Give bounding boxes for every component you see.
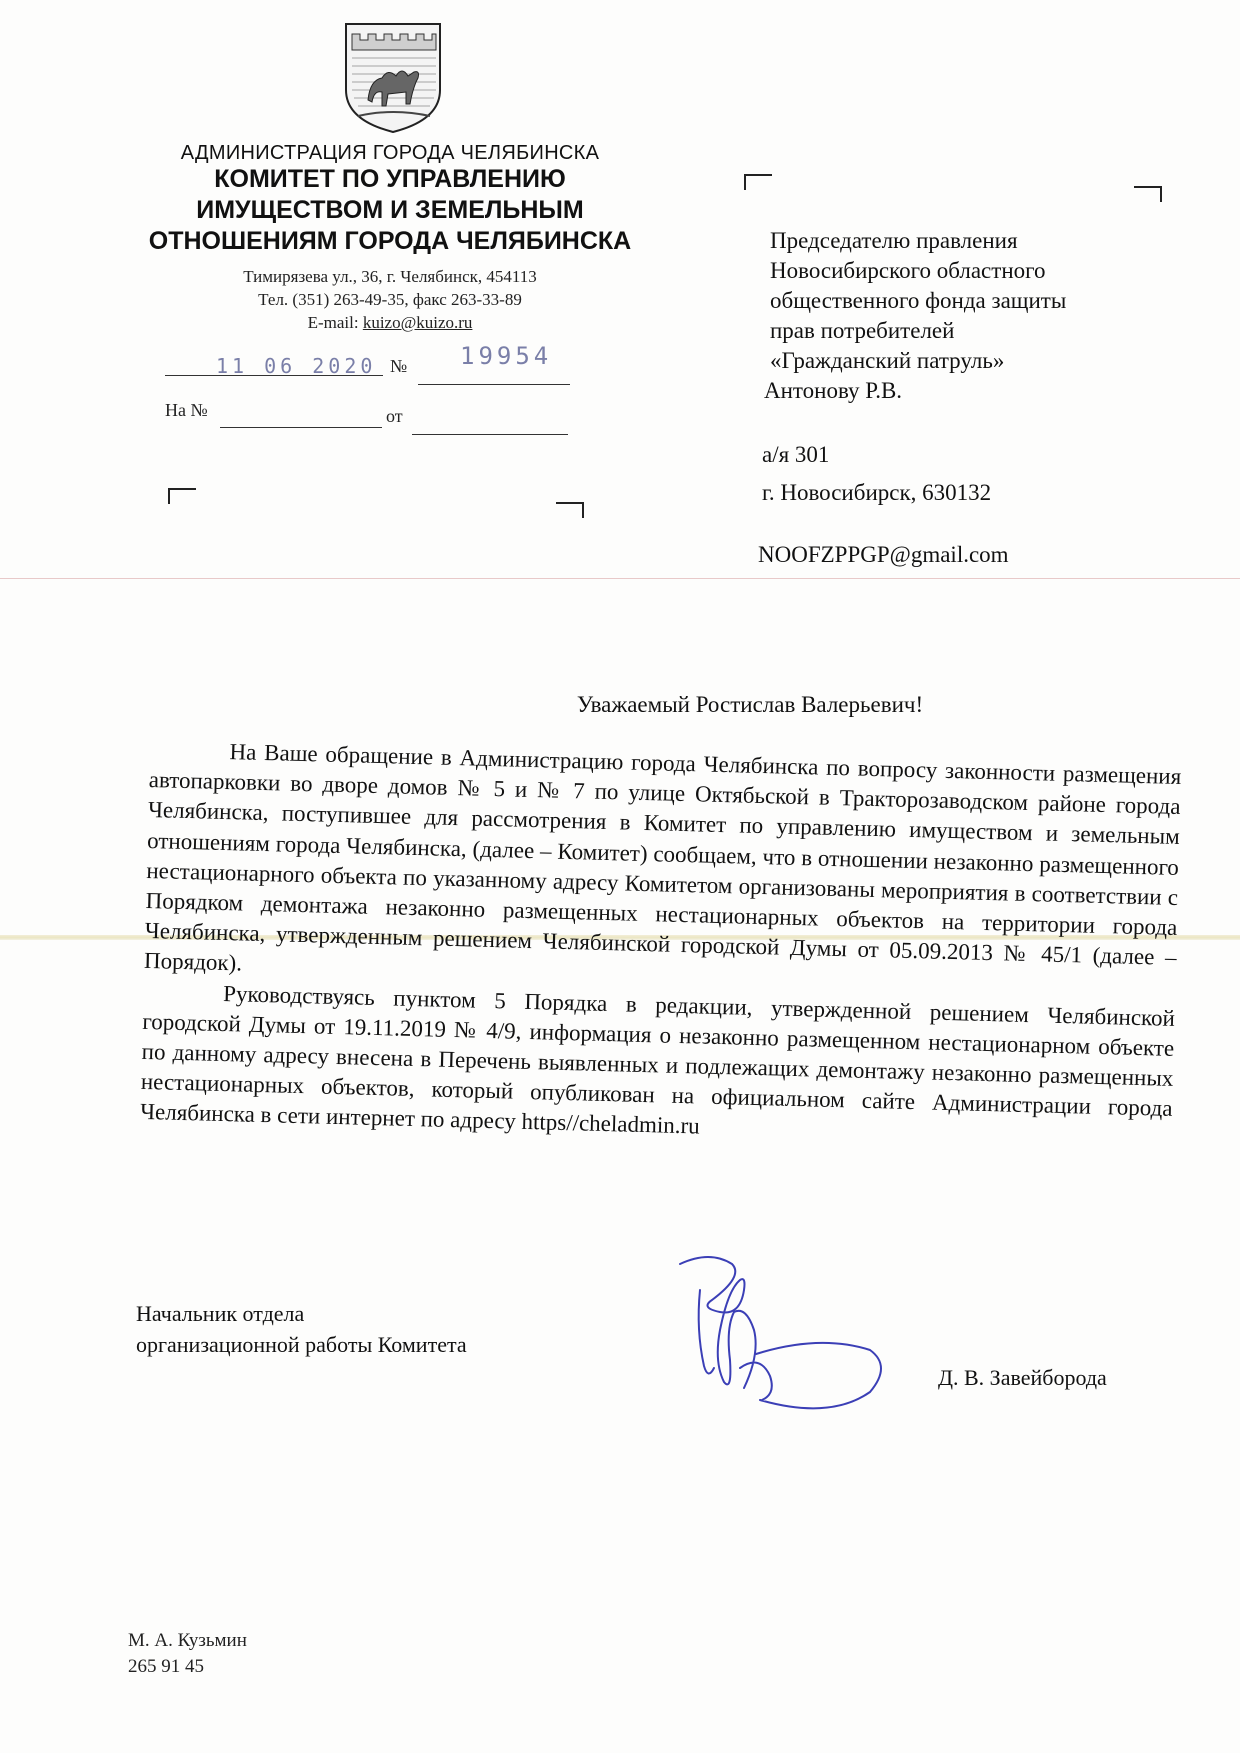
reply-from-label: от — [386, 406, 403, 426]
signatory-title-line: организационной работы Комитета — [136, 1332, 467, 1357]
email-label: E-mail: — [307, 313, 363, 332]
letter-paragraph: Руководствуясь пунктом 5 Порядка в редакции, утвержденной решением Челябинской городской Думы от 19.11.2019 № 4/9, информация о незаконно размещенном нестационарном объекте по данному адресу внесена в Перечень выявленных и подлежащих демонтажу незаконно размещенных нестационарных объектов, который опубликован на официальном сайте Администрации города Челябинска в сети интернет по адресу https//cheladmin.ru — [139, 980, 1176, 1139]
greeting: Уважаемый Ростислав Валерьевич! — [576, 692, 924, 717]
addressee-city: г. Новосибирск, 630132 — [762, 480, 992, 505]
executor-block — [128, 1628, 247, 1680]
addressee-line: Новосибирского областного — [770, 258, 1046, 283]
address-corner-mark — [744, 174, 772, 190]
addressee-block — [764, 226, 1067, 406]
handwritten-signature — [670, 1250, 890, 1420]
committee-address: Тимирязева ул., 36, г. Челябинск, 454113 — [243, 267, 537, 286]
registration-date-stamp: 11 06 2020 — [216, 354, 377, 378]
committee-title — [120, 164, 660, 257]
addressee-email: NOOFZPPGP@gmail.com — [758, 542, 1009, 567]
signatory-title — [136, 1298, 467, 1360]
committee-title-line: КОМИТЕТ ПО УПРАВЛЕНИЮ — [214, 165, 566, 193]
reply-number-line — [220, 427, 382, 428]
subject-corner-mark — [556, 502, 584, 518]
addressee-line: Антонову Р.В. — [764, 378, 903, 403]
committee-title-line: ИМУЩЕСТВОМ И ЗЕМЕЛЬНЫМ — [196, 196, 584, 224]
executor-name: М. А. Кузьмин — [128, 1630, 247, 1651]
subject-corner-mark — [168, 488, 196, 504]
chelyabinsk-coat-of-arms-icon — [338, 20, 448, 134]
addressee-line: «Гражданский патруль» — [770, 348, 1005, 373]
number-label: № — [390, 356, 408, 376]
reply-date-line — [412, 434, 568, 435]
letter-body — [140, 735, 1182, 1155]
signatory-title-line: Начальник отдела — [136, 1301, 305, 1326]
addressee-line: общественного фонда защиты — [770, 288, 1067, 313]
number-line — [418, 384, 570, 385]
committee-contacts — [150, 265, 630, 334]
signatory-name: Д. В. Завейборода — [938, 1365, 1107, 1390]
reply-number-label: На № — [165, 400, 208, 420]
executor-phone: 265 91 45 — [128, 1656, 204, 1677]
address-corner-mark — [1134, 186, 1162, 202]
administration-title: АДМИНИСТРАЦИЯ ГОРОДА ЧЕЛЯБИНСКА — [180, 142, 600, 164]
committee-email-link[interactable]: kuizo@kuizo.ru — [362, 313, 473, 332]
addressee-line: Председателю правления — [770, 228, 1018, 253]
committee-phone: Тел. (351) 263-49-35, факс 263-33-89 — [258, 290, 522, 309]
committee-email-row — [150, 311, 630, 334]
addressee-line: прав потребителей — [770, 318, 955, 343]
registration-number-stamp: 19954 — [460, 342, 553, 370]
letter-paragraph: На Ваше обращение в Администрацию города Челябинска по вопросу законности размещения автопарковки во дворе домов № 5 и № 7 по улице Октябьской в Тракторозаводском районе города Челябинска, поступившее для рассмотрения в Комитет по управлению имуществом и земельным отношениям города Челябинска, (далее – Комитет) сообщаем, что в отношении незаконно размещенного нестационарного объекта по указанному адресу Комитетом организованы мероприятия в соответствии с Порядком демонтажа незаконно размещенных нестационарных объектов на территории города Челябинска, утвержденным решением Челябинской городской Думы от 05.09.2013 № 45/1 (далее – Порядок). — [143, 739, 1182, 976]
committee-title-line: ОТНОШЕНИЯМ ГОРОДА ЧЕЛЯБИНСКА — [148, 227, 632, 255]
scan-separator-line — [0, 578, 1240, 579]
addressee-po-box: а/я 301 — [762, 442, 830, 467]
